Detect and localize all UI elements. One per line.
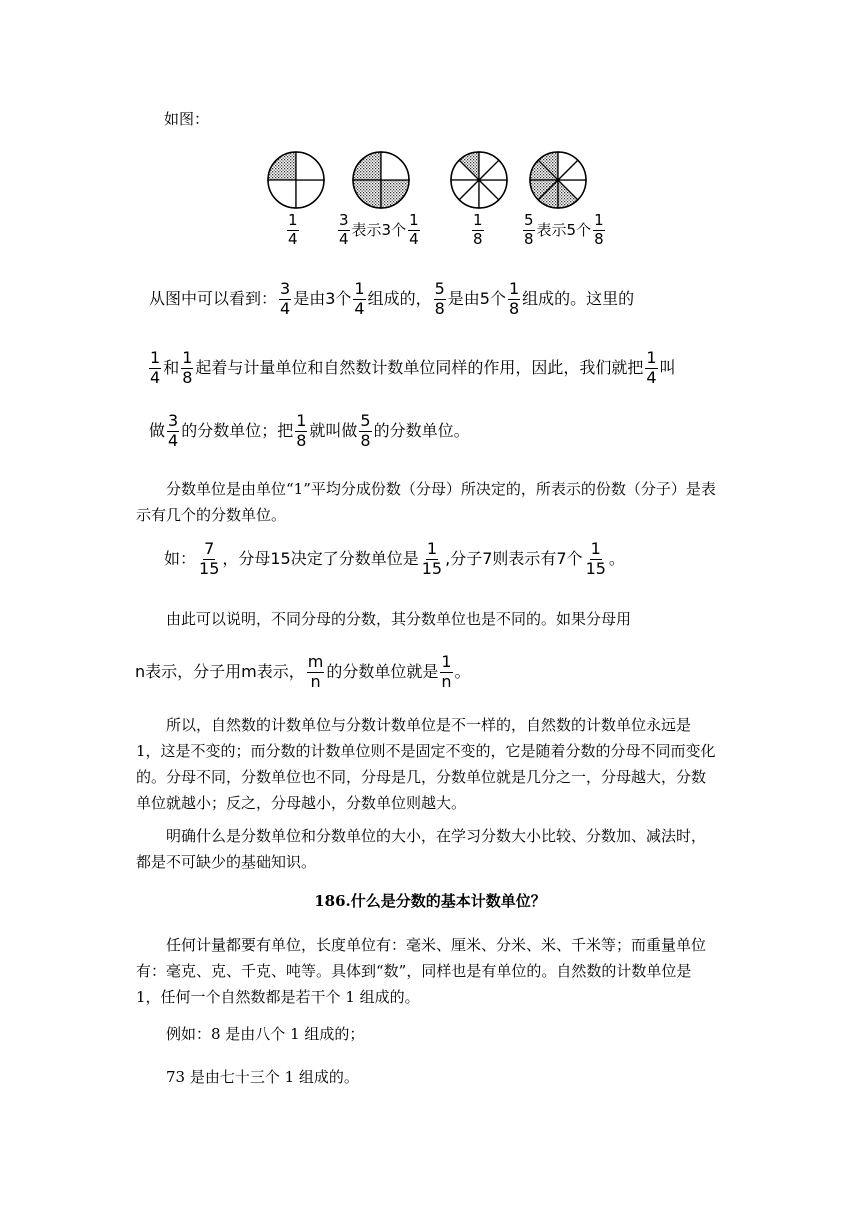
paragraph-3: 所以，自然数的计数单位与分数计数单位是不一样的，自然数的计数单位永远是 1，这是不变的；而分数的计数单位则不是固定不变的，它是随着分数的分母不同而变化的。分母不同，分数单位也不同，分母是几，分数单位就是几分之一，分母越大，分数单位就越小；反之，分母越小，分数单位则越大。 [136,716,716,812]
paragraph-2: 由此可以说明，不同分母的分数，其分数单位也是不同的。如果分母用 [166,610,632,628]
paragraph-1: 分数单位是由单位“1”平均分成份数（分母）所决定的，所表示的份数（分子）是表示有几个的分数单位。 [136,480,716,524]
section-heading: 186.什么是分数的基本计数单位？ [314,892,546,910]
circle-eighth-5 [528,150,588,210]
paragraph-6: 例如：8 是由八个 1 组成的； [166,1025,365,1043]
text-line-5: n表示，分子用m表示， $\frac{m}{n}$ 的分数单位就是 $\frac{1}{n}$ 。 [135,652,471,691]
caption-2: $\frac{3}{4}$ 表示3个 $\frac{1}{4}$ [339,211,419,248]
circle-quarter-3 [351,150,411,210]
paragraph-7: 73 是由七十三个 1 组成的。 [166,1068,359,1086]
circle-quarter-1 [266,150,326,210]
circle-eighth-1 [449,150,509,210]
paragraph-4: 明确什么是分数单位和分数单位的大小，在学习分数大小比较、分数加、减法时，都是不可缺少的基础知识。 [136,827,707,871]
paragraph-5: 任何计量都要有单位，长度单位有：毫米、厘米、分米、米、千米等；而重量单位有：毫克、克、千克、吨等。具体到“数”，同样也是有单位的。自然数的计数单位是 1，任何一个自然数都是若干个 1 组成的。 [136,936,707,1006]
text-line-1: 从图中可以看到： $\frac{3}{4}$ 是由3个 $\frac{1}{4}$ 组成的， $\frac{5}{8}$ 是由5个 $\frac{1}{8}$ 组成的。这里的 [149,279,635,318]
text-line-3: 做 $\frac{3}{4}$ 的分数单位；把 $\frac{1}{8}$ 就叫做 $\frac{5}{8}$ 的分数单位。 [149,411,470,450]
text-line-4: 如： $\frac{7}{15}$ ，分母15决定了分数单位是 $\frac{1}{15}$ ,分子7则表示有7个 $\frac{1}{15}$ 。 [164,539,625,578]
intro-text: 如图： [164,110,210,128]
text-line-2: $\frac{1}{4}$ 和 $\frac{1}{8}$ 起着与计量单位和自然数计数单位同样的作用，因此，我们就把 $\frac{1}{4}$ 叫 [150,348,676,387]
caption-3: $\frac{1}{8}$ [473,211,483,248]
caption-1: $\frac{1}{4}$ [288,211,298,248]
caption-4: $\frac{5}{8}$ 表示5个 $\frac{1}{8}$ [524,211,604,248]
